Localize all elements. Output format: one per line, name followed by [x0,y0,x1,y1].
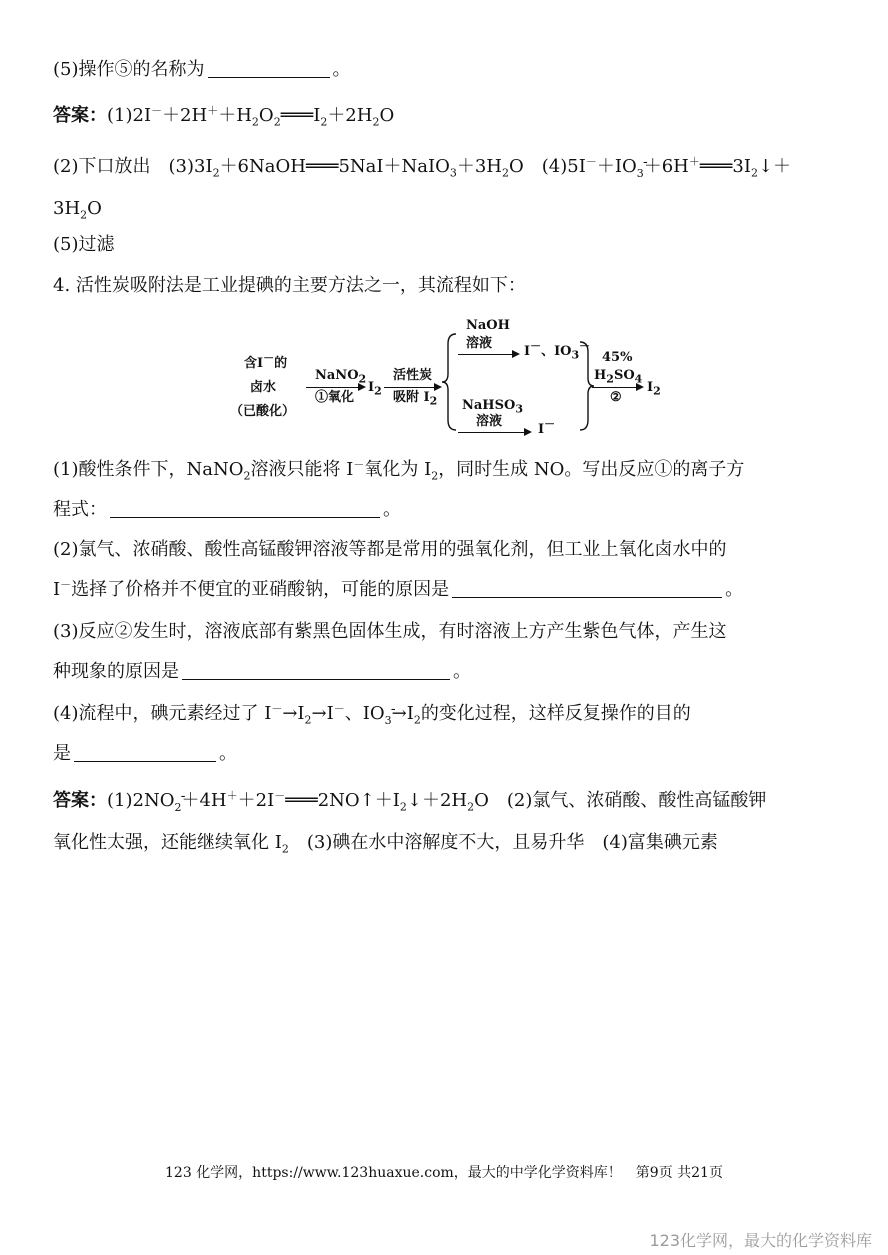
flow-upper-reagent1: NaOH [466,318,510,333]
arrow-upper [458,354,518,355]
q4-p3-line1: (3)反应②发生时，溶液底部有紫黑色固体生成，有时溶液上方产生紫色气体，产生这 [53,621,727,642]
q4-p4-line2: 是 。 [53,743,237,764]
right-brace [578,334,596,438]
flow-step1-label: ①氧化 [315,390,355,405]
answer4-line1: 答案：$(1)2NO_2+4H^++2I^-═══2NO↑+I_2↓+2H_2O$ (2)氯气、浓硝酸、酸性高锰酸钾 [53,789,767,814]
arrow-lower [458,432,530,433]
flow-adsorb-line2: 吸附 $I_2$ [393,390,438,408]
flow-lower-reagent2: 溶液 [476,414,503,429]
left-brace [440,330,460,434]
flow-upper-product: I－、$IO_3^-$ [524,339,591,362]
flow-adsorb-line1: 活性炭 [393,368,433,383]
flow-upper-reagent2: 溶液 [466,336,493,351]
flow-step2-label: ② [610,390,622,405]
flow-lower-reagent1: NaHSO$_3$ [462,398,523,416]
arrow-step1 [306,387,364,388]
answer-blank[interactable] [182,661,450,680]
answer-prev-line-2: (2)下口放出 $(3)3I_2+6NaOH═══5NaI+NaIO_3+3H_2O$ $(4)5I^-+IO_3+6H^+═══3I_2↓+$ [53,155,792,180]
arrow-step2 [592,387,642,388]
watermark: 123化学网，最大的化学资料库 [649,1231,872,1250]
flow-iodine-1: $I_2$ [368,380,382,398]
q4-p3-line2: 种现象的原因是 。 [53,661,471,682]
q4-p4-line1: (4)流程中，碘元素经过了 $I^-\to I_2\to I^-$、$IO_3\to I_2$的变化过程，这样反复操作的目的 [53,702,691,727]
page-footer: 123 化学网，https://www.123huaxue.com，最大的中学化学资料库！ 第9页 共21页 [165,1165,723,1181]
flow-acid-line2: $H_2SO_4$ [594,368,643,386]
answer-blank[interactable] [208,59,330,78]
flow-source-line3: （已酸化） [230,404,296,419]
answer-prev-line-4: (5)过滤 [53,234,115,255]
q5-line: (5)操作⑤的名称为 。 [53,59,351,80]
q4-p2-line1: (2)氯气、浓硝酸、酸性高锰酸钾溶液等都是常用的强氧化剂，但工业上氧化卤水中的 [53,539,727,560]
q4-p1-line1: (1)酸性条件下，NaNO$_2$溶液只能将 I－氧化为 $I_2$，同时生成 NO。写出反应①的离子方 [53,458,745,483]
answer-blank[interactable] [74,743,216,762]
flow-final-iodine: $I_2$ [647,380,661,398]
answer4-line2: 氧化性太强，还能继续氧化 $I_2$ (3)碘在水中溶解度不大，且易升华 (4)富集碘元素 [53,832,718,856]
flow-source-line2: 卤水 [250,380,277,395]
flow-lower-product: I－ [538,417,556,437]
answer-prev-line-3: $3H_2O$ [53,198,102,222]
q4-p2-line2: I－选择了价格并不便宜的亚硝酸钠，可能的原因是 。 [53,578,744,600]
flow-reagent-nano2: NaNO$_2$ [315,368,367,386]
answer-blank[interactable] [452,579,722,598]
answer-blank[interactable] [110,499,380,518]
flow-source-line1: 含I－的 [244,351,288,371]
answer-prev-line-1: 答案：$(1)2I^-+2H^++H_2O_2═══I_2+2H_2O$ [53,104,395,129]
flow-acid-line1: 45% [602,350,633,365]
q4-intro: 4. 活性炭吸附法是工业提碘的主要方法之一，其流程如下： [53,275,526,296]
q4-p1-line2: 程式： 。 [53,499,401,520]
arrow-adsorb [384,387,440,388]
